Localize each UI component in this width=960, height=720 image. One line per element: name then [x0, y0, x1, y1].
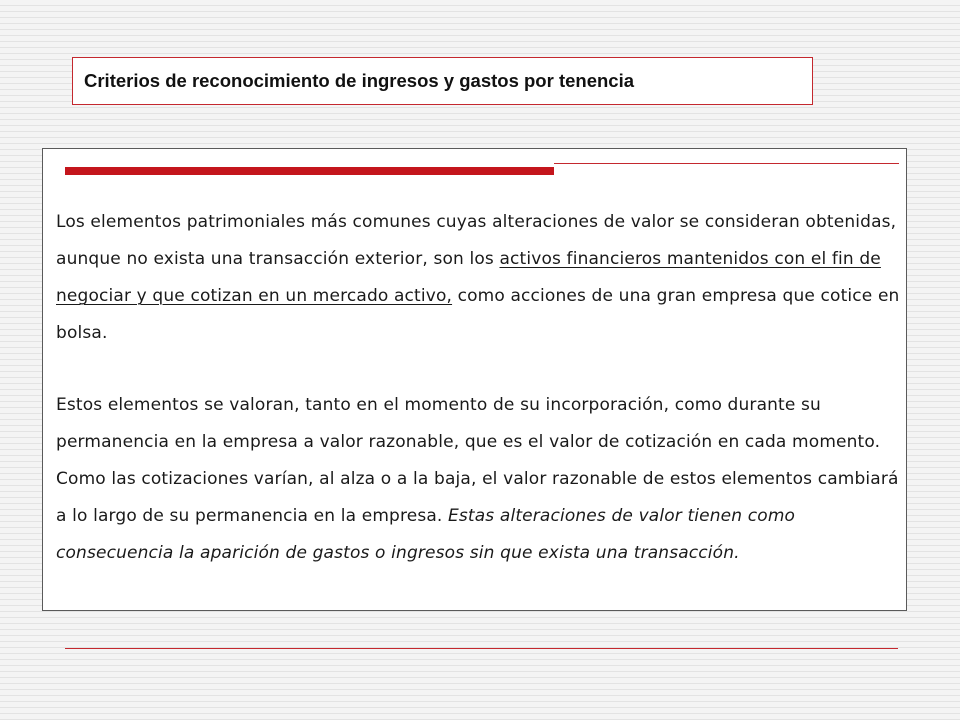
- title-box: [72, 57, 813, 105]
- accent-bar: [65, 167, 554, 175]
- paragraph-2-plain: Estos elementos se valoran, tanto en el momento de su incorporación, como durante su permanencia en la empresa a valor razonable, que es el valor de cotización en cada momento. Como las cotizaciones varían, al alza o a la baja, el valor razonable de estos elementos cambiará a lo largo de su permanencia en la empresa.: [56, 395, 899, 526]
- slide-title: Criterios de reconocimiento de ingresos y gastos por tenencia: [84, 70, 635, 91]
- paragraph-1: [56, 204, 906, 352]
- paragraph-2: [56, 387, 906, 572]
- body-text: [56, 204, 906, 572]
- paragraph-1-rest: como acciones de una gran empresa que cotice en bolsa.: [56, 286, 900, 343]
- accent-line: [554, 163, 899, 164]
- paragraph-2-italic: Estas alteraciones de valor tienen como consecuencia la aparición de gastos o ingresos sin que exista una transacción.: [56, 506, 796, 563]
- bottom-divider: [65, 648, 898, 649]
- paragraph-1-underlined: activos financieros mantenidos con el fin de negociar y que cotizan en un mercado activo,: [56, 249, 881, 306]
- paragraph-1-intro: Los elementos patrimoniales más comunes cuyas alteraciones de valor se consideran obtenidas, aunque no exista una transacción exterior, son los: [56, 212, 897, 269]
